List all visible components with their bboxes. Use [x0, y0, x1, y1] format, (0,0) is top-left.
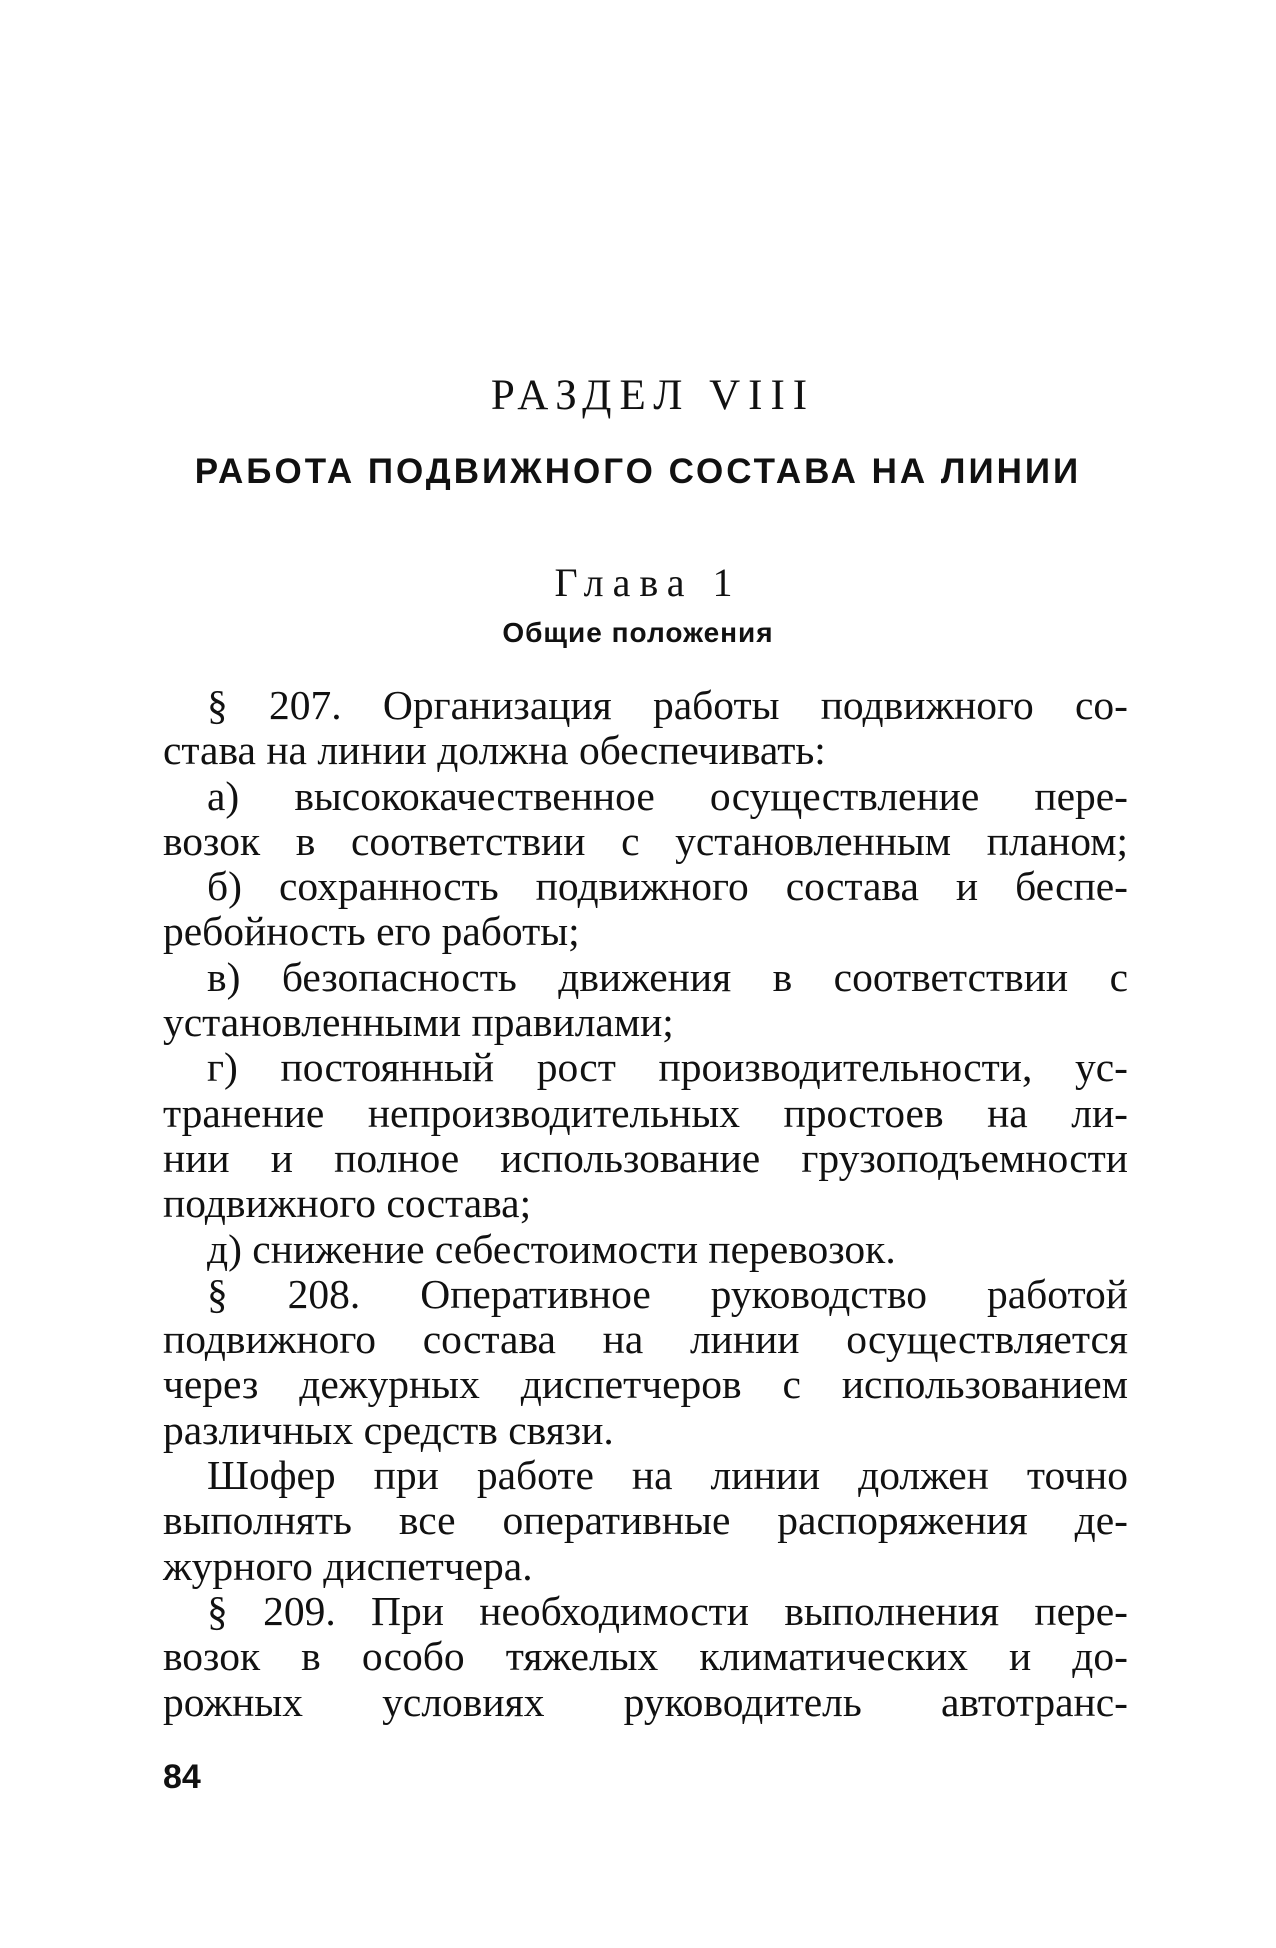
text-line: § 209. При необходимости выполнения пере- [207, 1587, 1128, 1634]
text-line: става на линии должна обеспечивать: [163, 727, 826, 774]
text-line: транение непроизводительных простоев на ли- [163, 1089, 1128, 1136]
text-line: д) снижение себестоимости перевозок. [207, 1225, 896, 1272]
text-line: Шофер при работе на линии должен точно [207, 1452, 1128, 1499]
text-line: установленными правилами; [163, 999, 674, 1046]
text-line: § 207. Организация работы подвижного со- [207, 682, 1128, 728]
text-line: возок в соответствии с установленным планом; [163, 817, 1128, 864]
text-line: б) сохранность подвижного состава и беспе- [207, 863, 1128, 910]
text-line: рожных условиях руководитель автотранс- [163, 1678, 1128, 1725]
text-line: § 208. Оперативное руководство работой [207, 1270, 1128, 1317]
text-line: подвижного состава на линии осуществляется [163, 1316, 1128, 1363]
text-line: г) постоянный рост производительности, ус- [207, 1044, 1128, 1091]
text-line: через дежурных диспетчеров с использованием [163, 1361, 1128, 1408]
section-heading: РАЗДЕЛ VIII [490, 372, 816, 419]
body-text [163, 683, 1128, 1725]
text-line: а) высококачественное осуществление пере- [207, 772, 1128, 819]
text-line: журного диспетчера. [163, 1542, 533, 1589]
text-line: возок в особо тяжелых климатических и до- [163, 1633, 1128, 1680]
chapter-title: Общие положения [502, 617, 774, 648]
text-line: подвижного состава; [163, 1180, 532, 1227]
page-number: 84 [163, 1758, 201, 1796]
chapter-heading: Глава 1 [554, 560, 742, 605]
text-line: различных средств связи. [163, 1406, 614, 1453]
text-line: нии и полное использование грузоподъемности [163, 1134, 1128, 1181]
text-line: ребойность его работы; [163, 908, 580, 955]
section-title: РАБОТА ПОДВИЖНОГО СОСТАВА НА ЛИНИИ [194, 452, 1082, 491]
text-line: в) безопасность движения в соответствии с [207, 953, 1128, 1000]
text-line: выполнять все оперативные распоряжения де- [163, 1497, 1128, 1544]
